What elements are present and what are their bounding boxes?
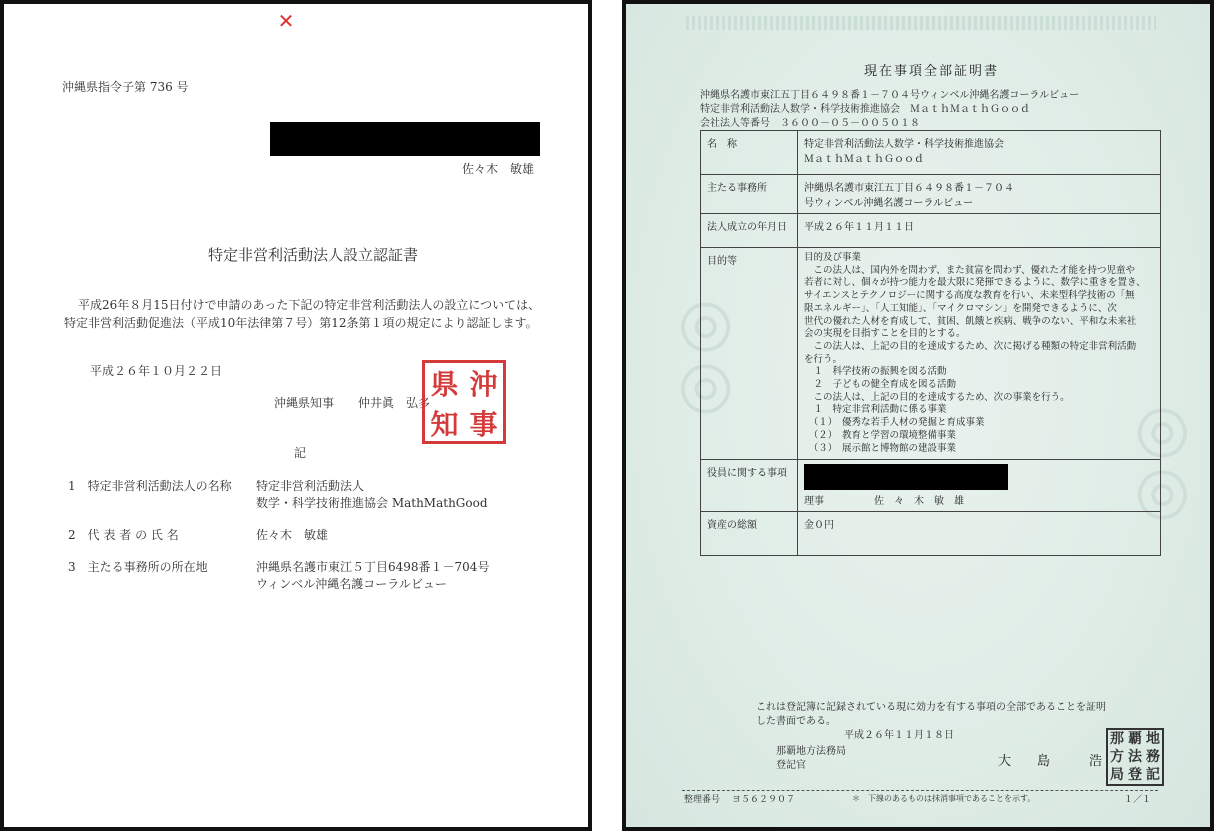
- ref-number: ヨ５６２９０７: [732, 795, 796, 805]
- order-number: 沖縄県指令子第 736 号: [62, 80, 189, 94]
- item-1-value-2: 数学・科学技術推進協会 MathMathGood: [256, 496, 488, 510]
- table-row: [701, 512, 1161, 556]
- purpose-line: 若者に対し、個々が持つ能力を最大限に発揮できるように、数学に重きを置き、: [804, 277, 1146, 289]
- body-line-1: 平成26年８月15日付けで申請のあった下記の特定非営利活動法人の設立については、: [78, 298, 541, 312]
- footer-line-1: これは登記簿に記録されている現に効力を有する事項の全部であることを証明: [756, 702, 1106, 713]
- ref-note: ＊ 下線のあるものは抹消事項であることを示す。: [852, 794, 1036, 803]
- office-label: 主たる事務所: [701, 175, 798, 214]
- officers-value: [798, 460, 1161, 512]
- table-row: [701, 214, 1161, 248]
- purpose-line: （１） 優秀な若手人材の発掘と育成事業: [804, 417, 985, 429]
- name-label: 名 称: [701, 131, 798, 175]
- office-value: [798, 175, 1161, 214]
- officers-value-text: 理事 佐 々 木 敏 雄: [804, 496, 964, 508]
- seal-char: 地: [1146, 731, 1160, 747]
- item-1-value: 特定非営利活動法人: [256, 479, 365, 493]
- table-row: [701, 248, 1161, 460]
- table-row: [701, 175, 1161, 214]
- founded-label: 法人成立の年月日: [701, 214, 798, 248]
- issuer-name: 沖縄県知事 仲井眞 弘多: [274, 396, 431, 410]
- certificate-document-right: [622, 0, 1214, 831]
- purpose-line: この法人は、国内外を問わず、また貧富を問わず、優れた才能を持つ児童や: [804, 264, 1135, 276]
- name-value-line-2: ＭａｔｈＭａｔｈＧｏｏｄ: [804, 154, 924, 165]
- registry-table: [700, 130, 1161, 556]
- item-1-label: 1 特定非営利活動法人の名称: [68, 479, 232, 493]
- purpose-line: ２ 子どもの健全育成を図る活動: [804, 379, 957, 391]
- purpose-line: （３） 展示館と博物館の建設事業: [804, 442, 957, 454]
- seal-char: 務: [1146, 749, 1160, 765]
- header-name: 特定非営利活動法人数学・科学技術推進協会 ＭａｔｈＭａｔｈＧｏｏｄ: [700, 104, 1030, 115]
- page-number: １／１: [1124, 795, 1152, 805]
- redaction-bar: [270, 122, 540, 156]
- ki-mark: 記: [294, 446, 307, 460]
- founded-value: 平成２６年１１月１１日: [798, 214, 1161, 248]
- purpose-line: （２） 教育と学習の環境整備事業: [804, 429, 957, 441]
- footer-date: 平成２６年１１月１８日: [844, 730, 954, 741]
- purpose-line: 目的及び事業: [804, 252, 862, 263]
- header-address: 沖縄県名護市東江五丁目６４９８番１－７０４号ウィンベル沖縄名護コーラルビュー: [700, 90, 1080, 101]
- footer-divider: [682, 790, 1158, 791]
- item-3-label: 3 主たる事務所の所在地: [68, 560, 208, 574]
- watermark-band: [686, 16, 1156, 30]
- footer-official-name: 大 島 浩: [998, 754, 1103, 769]
- purpose-line: この法人は、上記の目的を達成するため、次に掲げる種類の特定非営利活動: [804, 340, 1137, 352]
- office-value-line-1: 沖縄県名護市東江五丁目６４９８番１－７０４: [804, 183, 1014, 194]
- office-value-line-2: 号ウィンベル沖縄名護コーラルビュー: [804, 198, 974, 209]
- watermark-pattern-icon: ◎◎: [1120, 399, 1195, 523]
- purpose-label: 目的等: [701, 248, 798, 460]
- seal-char: 方: [1110, 749, 1124, 765]
- purpose-line: 会の実現を目指すことを目的とする。: [804, 328, 966, 340]
- assets-value: 金０円: [798, 512, 1161, 556]
- seal-char: 那: [1110, 731, 1124, 747]
- certificate-document-left: [0, 0, 592, 831]
- seal-char: 事: [469, 408, 498, 441]
- officers-label: 役員に関する事項: [701, 460, 798, 512]
- purpose-line: を行う。: [804, 353, 843, 365]
- purpose-line: 世代の優れた人材を育成して、貧困、飢餓と疾病、戦争のない、平和な未来社: [804, 315, 1137, 327]
- seal-char: 知: [430, 408, 459, 441]
- name-value: [798, 131, 1161, 175]
- item-2-value: 佐々木 敏雄: [256, 528, 329, 542]
- addressee-name: 佐々木 敏雄: [462, 162, 535, 176]
- seal-char: 沖: [469, 368, 498, 401]
- purpose-line: １ 特定非営利活動に係る事業: [804, 404, 947, 416]
- registrar-seal-icon: [1106, 728, 1164, 786]
- item-3-value-2: ウィンベル沖縄名護コーラルビュー: [256, 577, 447, 591]
- body-line-2: 特定非営利活動促進法（平成10年法律第７号）第12条第１項の規定により認証します。: [64, 316, 538, 330]
- document-title: 現在事項全部証明書: [864, 64, 1000, 79]
- purpose-line: サイエンスとテクノロジーに関する高度な教育を行い、未来型科学技術の「無: [804, 290, 1135, 302]
- table-row: [701, 131, 1161, 175]
- item-3-value: 沖縄県名護市東江５丁目6498番１－704号: [256, 560, 490, 574]
- seal-char: 県: [430, 368, 459, 401]
- seal-char: 覇: [1128, 731, 1142, 747]
- header-number: 会社法人等番号 ３６００－０５－００５０１８: [700, 118, 920, 129]
- seal-char: 法: [1128, 749, 1142, 765]
- purpose-line: この法人は、上記の目的を達成するため、次の事業を行う。: [804, 391, 1070, 403]
- footer-office: 那覇地方法務局: [776, 746, 846, 757]
- governor-seal-icon: [422, 360, 506, 444]
- redaction-bar: [804, 464, 1008, 490]
- document-title: 特定非営利活動法人設立認証書: [208, 246, 419, 264]
- assets-label: 資産の総額: [701, 512, 798, 556]
- purpose-value: [798, 248, 1161, 460]
- seal-char: 登: [1128, 767, 1142, 783]
- issue-date: 平成２６年１０月２２日: [90, 364, 223, 378]
- seal-char: 局: [1110, 767, 1124, 783]
- footer-official: 登記官: [776, 760, 806, 771]
- purpose-line: 限エネルギー」、「人工知能」、「マイクロマシン」を開発できるように、次: [804, 302, 1117, 314]
- footer-line-2: した書面である。: [756, 716, 836, 727]
- ref-label: 整理番号: [684, 795, 721, 805]
- watermark-pattern-icon: ◎◎: [672, 299, 747, 423]
- item-2-label: 2 代 表 者 の 氏 名: [68, 528, 179, 542]
- purpose-line: １ 科学技術の振興を図る活動: [804, 366, 947, 378]
- red-ribbon-mark-icon: ✕: [277, 9, 295, 33]
- table-row: [701, 460, 1161, 512]
- name-value-line-1: 特定非営利活動法人数学・科学技術推進協会: [804, 139, 1004, 150]
- seal-char: 記: [1146, 767, 1160, 783]
